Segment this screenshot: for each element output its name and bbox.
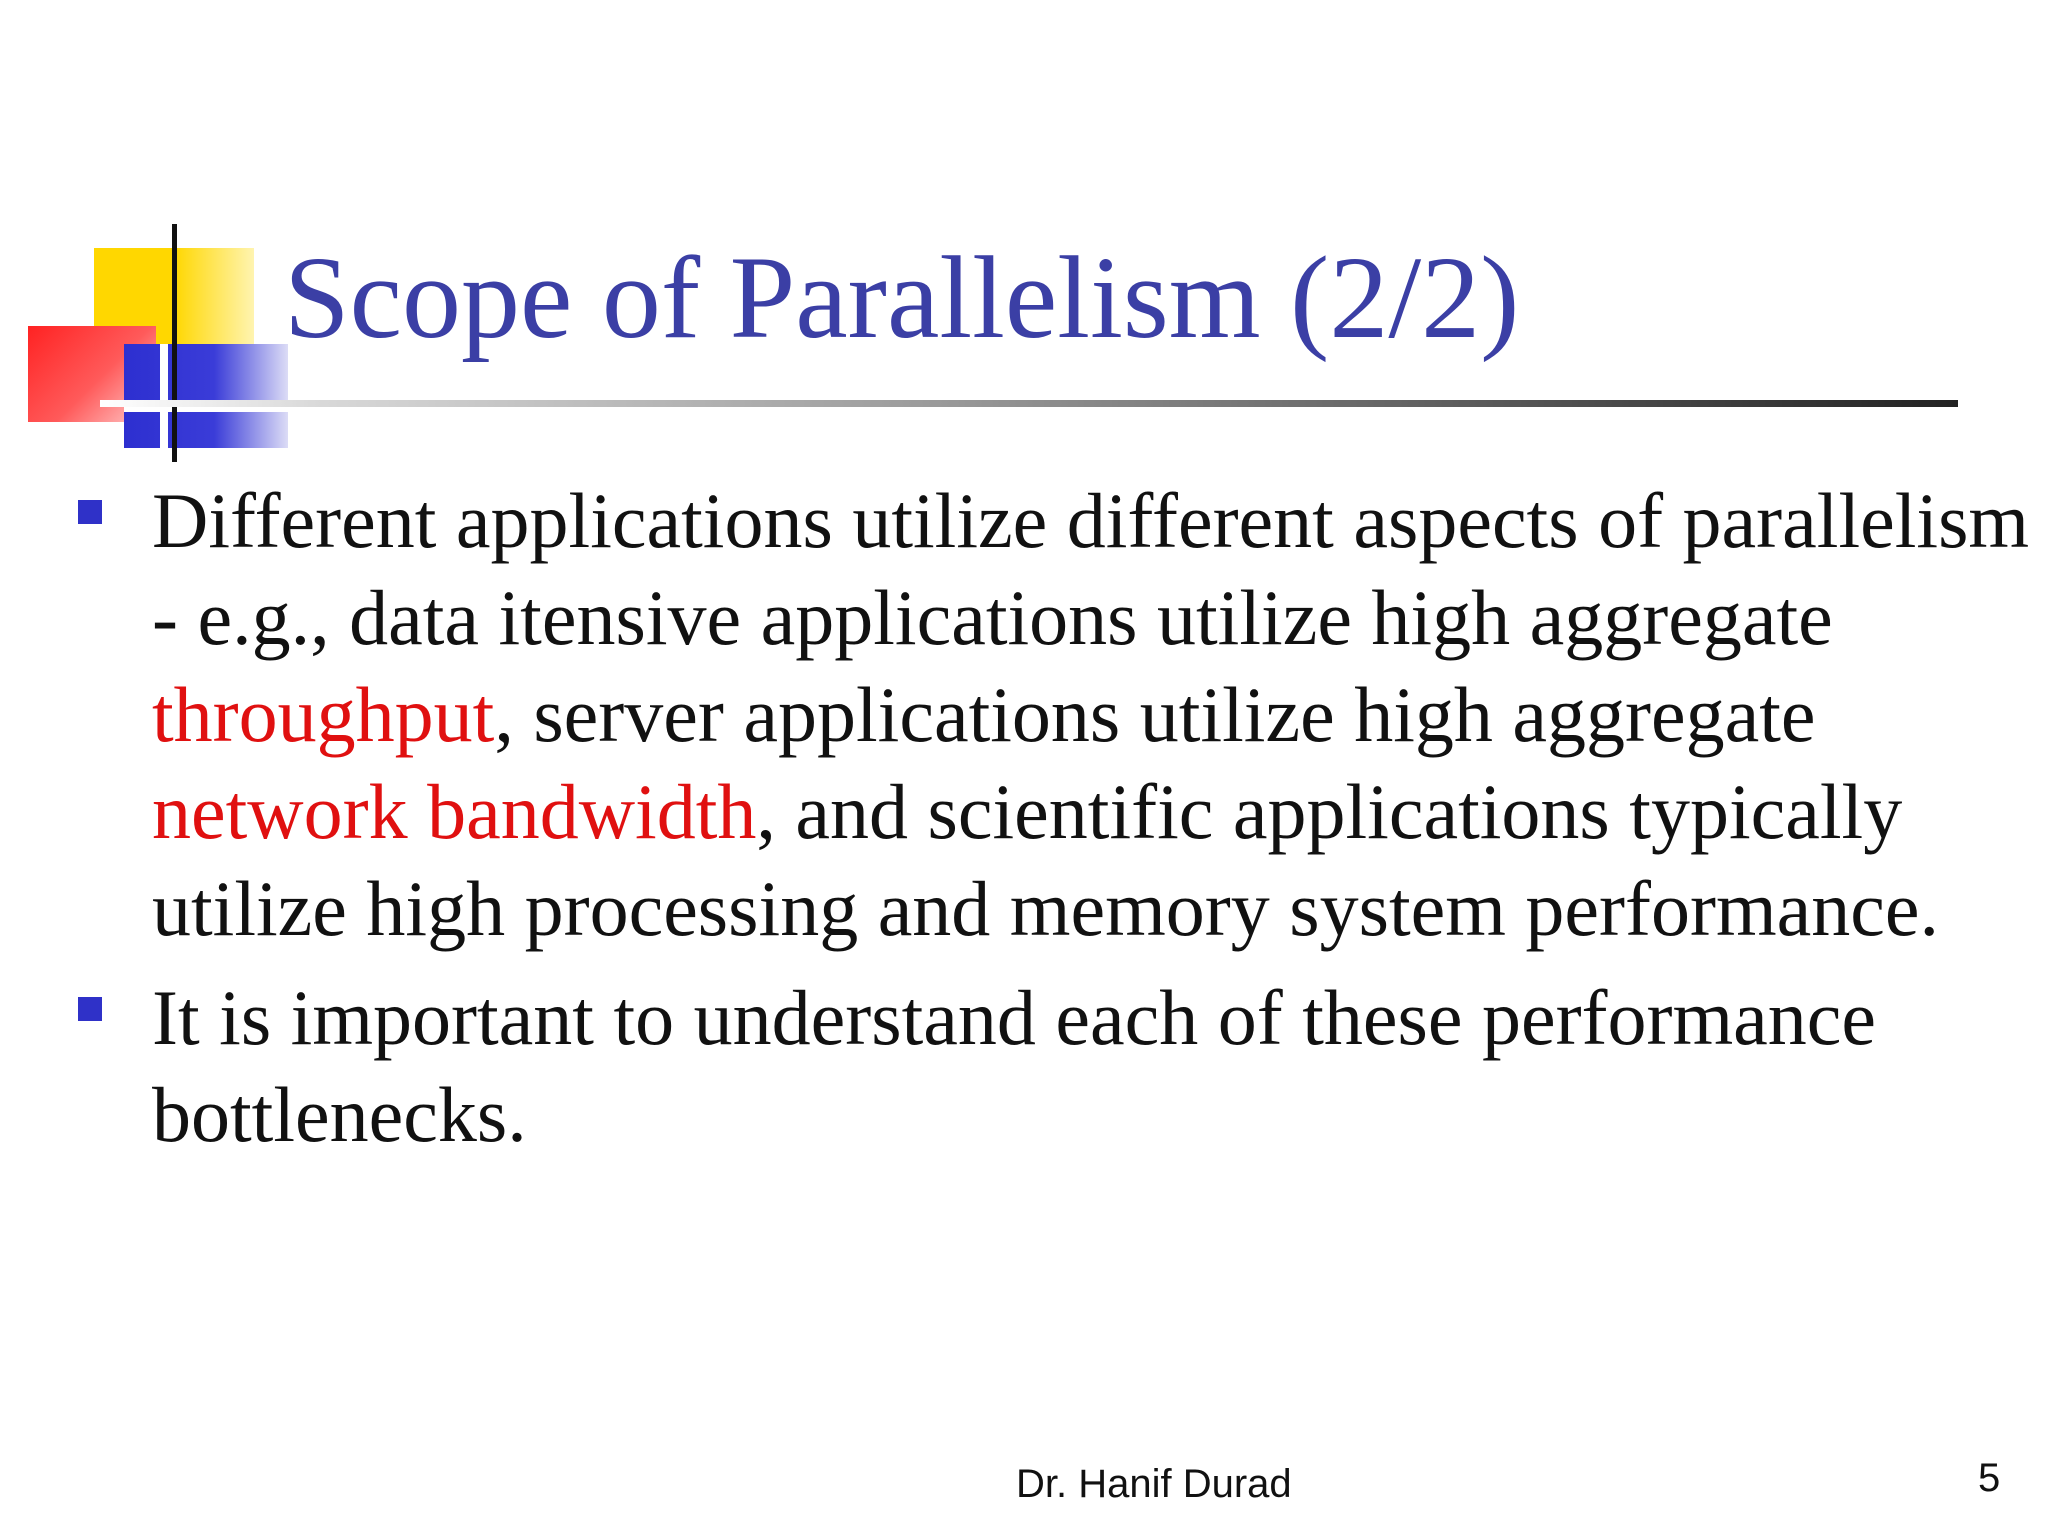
square-bullet-icon [78, 500, 102, 524]
decorative-blue-square [124, 344, 288, 448]
footer-author: Dr. Hanif Durad [1016, 1462, 1292, 1506]
decorative-vertical-bar [172, 224, 177, 462]
title-underline-rule [100, 400, 1958, 407]
bullet-text-segment: , server applications utilize high aggregate [494, 671, 1816, 758]
slide-title: Scope of Parallelism (2/2) [284, 232, 1520, 363]
bullet-list [70, 472, 2030, 1175]
bullet-item [70, 472, 2030, 957]
bullet-item [70, 969, 2030, 1163]
bullet-text-segment: Different applications utilize different aspects of parallelism - e.g., data itensive applications utilize high aggregate [152, 477, 2030, 661]
decorative-gap-vertical [160, 344, 168, 448]
highlighted-term-throughput: throughput [152, 671, 495, 758]
square-bullet-icon [78, 997, 102, 1021]
bullet-text-segment: , and scientific applications typically utilize high processing and memory system performance. [152, 768, 1939, 952]
page-number: 5 [1978, 1456, 2001, 1500]
highlighted-term-network-bandwidth: network bandwidth [152, 768, 757, 855]
bullet-text-segment: It is important to understand each of these performance bottlenecks. [152, 974, 1877, 1158]
